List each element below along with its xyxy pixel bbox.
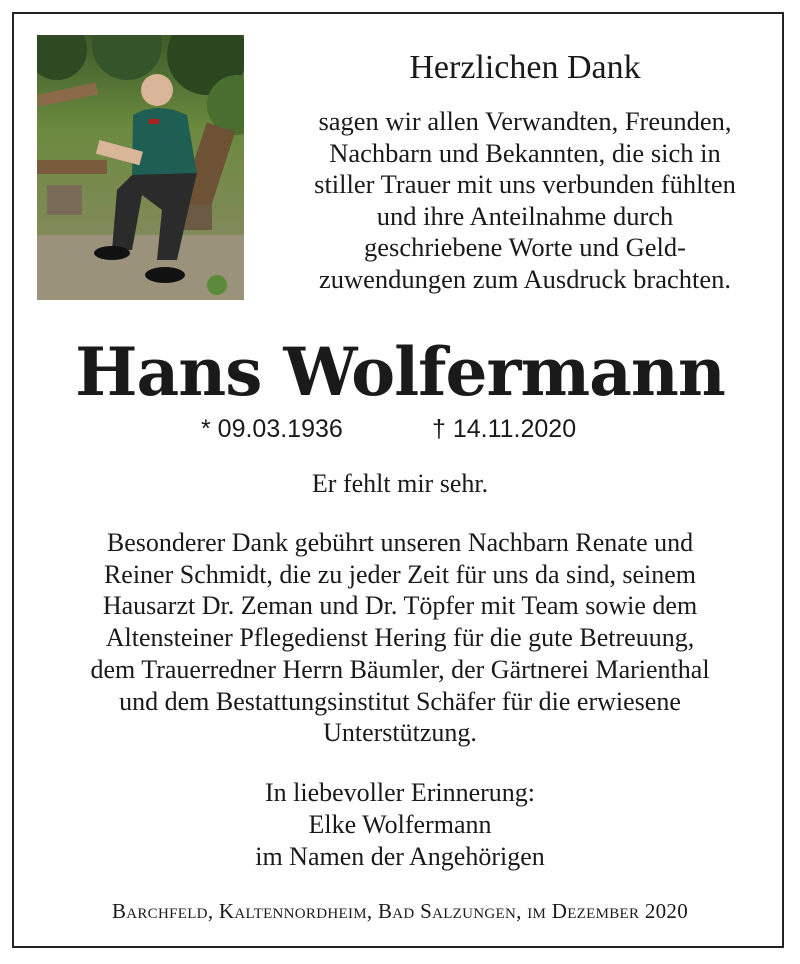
special-thanks [30, 527, 770, 749]
closing-line: In liebevoller Erinnerung: [264, 778, 536, 807]
thanks-line: zuwendungen zum Ausdruck brachten. [318, 263, 732, 294]
memorial-quote: Er fehlt mir sehr. [311, 469, 489, 498]
thanks-line: und ihre Anteilnahme durch [376, 200, 674, 231]
deceased-name: Hans Wolfermann [75, 333, 725, 411]
special-thanks-line: Hausarzt Dr. Zeman und Dr. Töpfer mit Team sowie dem [102, 591, 698, 621]
special-thanks-line: Besonderer Dank gebührt unseren Nachbarn Renate und [106, 528, 694, 557]
birth-date: * 09.03.1936 [201, 415, 343, 443]
special-thanks-line: Reiner Schmidt, die zu jeder Zeit für uns da sind, seinem [103, 559, 697, 589]
closing-signature [0, 777, 800, 873]
thanks-headline: Herzlichen Dank [409, 49, 641, 86]
special-thanks-line: Altensteiner Pflegedienst Hering für die gute Betreuung, [105, 623, 695, 653]
thanks-line: sagen wir allen Verwandten, Freunden, [318, 106, 732, 136]
death-date: † 14.11.2020 [432, 415, 577, 443]
thanks-line: geschriebene Worte und Geld- [364, 232, 686, 262]
signatory-name: Elke Wolfermann [308, 810, 492, 839]
place-and-date: Barchfeld, Kaltennordheim, Bad Salzungen, im Dezember 2020 [111, 899, 689, 923]
thanks-line: Nachbarn und Bekannten, die sich in [329, 137, 721, 168]
portrait-photo [37, 35, 244, 300]
special-thanks-line: Unterstützung. [323, 718, 477, 748]
thanks-line: stiller Trauer mit uns verbunden fühlten [314, 169, 736, 199]
thanks-text [278, 106, 772, 295]
closing-line: im Namen der Angehörigen [255, 842, 545, 871]
special-thanks-line: dem Trauerredner Herrn Bäumler, der Gärtnerei Marienthal [90, 654, 710, 684]
special-thanks-line: und dem Bestattungsinstitut Schäfer für die erwiesene [119, 686, 681, 716]
